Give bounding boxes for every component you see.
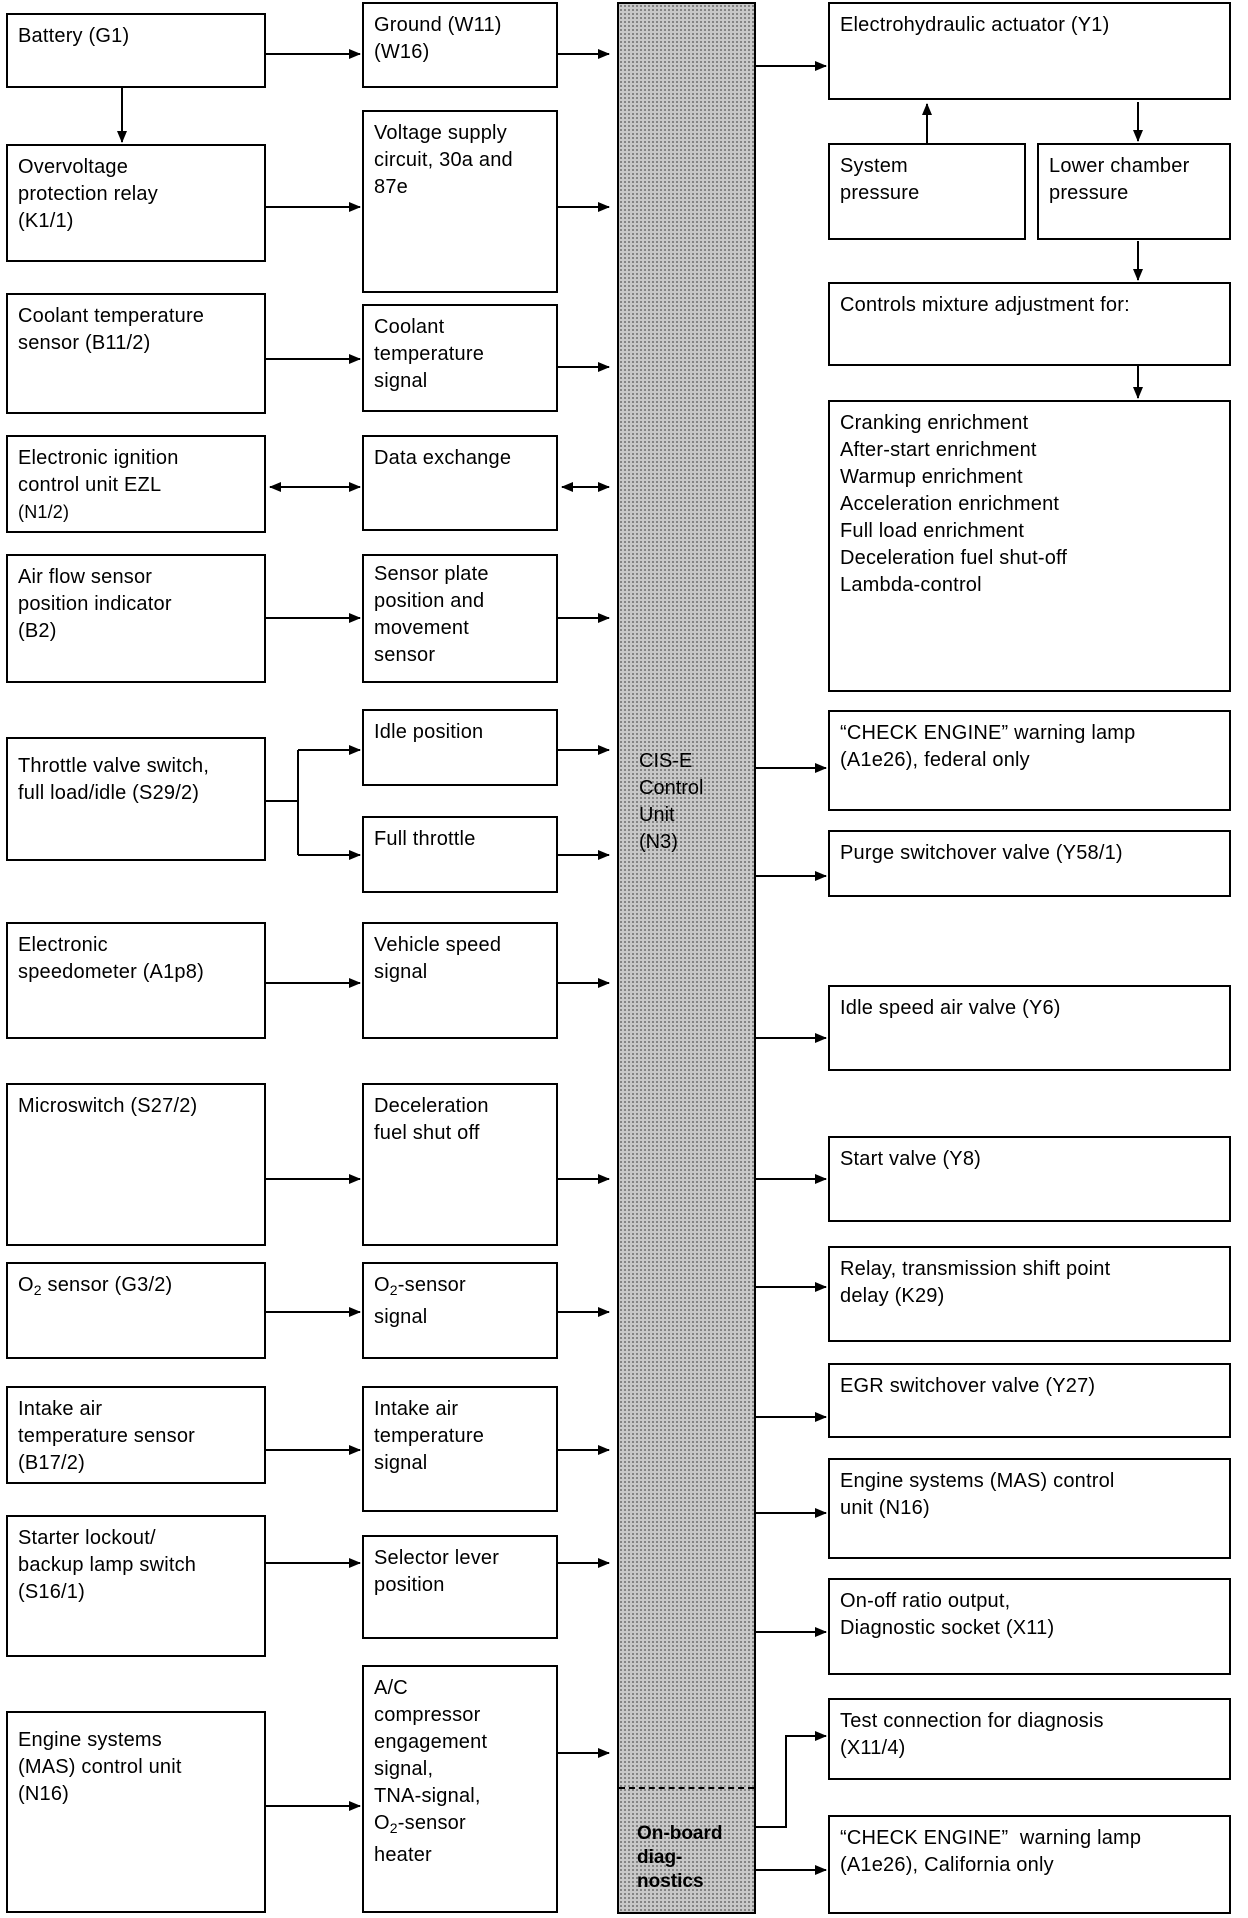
mas-output-box: Engine systems (MAS) control unit (N16) (828, 1458, 1231, 1559)
egr-valve-box: EGR switchover valve (Y27) (828, 1363, 1231, 1438)
check-engine-federal-box: “CHECK ENGINE” warning lamp (A1e26), federal only (828, 710, 1231, 811)
vehicle-speed-box: Vehicle speed signal (362, 922, 558, 1039)
ground-signal-box: Ground (W11) (W16) (362, 2, 558, 88)
intake-signal-box: Intake air temperature signal (362, 1386, 558, 1512)
control-unit-label: CIS-E Control Unit (N3) (639, 750, 704, 853)
coolant-signal-box: Coolant temperature signal (362, 304, 558, 412)
data-exchange-box: Data exchange (362, 435, 558, 531)
start-valve-box: Start valve (Y8) (828, 1136, 1231, 1222)
lower-chamber-box: Lower chamber pressure (1037, 143, 1231, 240)
cis-e-control-unit (617, 2, 756, 1914)
decel-shutoff-box: Deceleration fuel shut off (362, 1083, 558, 1246)
controls-mixture-box: Controls mixture adjustment for: (828, 282, 1231, 366)
check-engine-california-box: “CHECK ENGINE” warning lamp (A1e26), California only (828, 1815, 1231, 1914)
idle-position-box: Idle position (362, 709, 558, 786)
o2-sensor-box: $O_2$ sensor (G3/2) (6, 1262, 266, 1359)
full-throttle-box: Full throttle (362, 816, 558, 893)
actuator-box: Electrohydraulic actuator (Y1) (828, 2, 1231, 100)
enrichment-list-box: Cranking enrichment After-start enrichment Warmup enrichment Acceleration enrichment Full load enrichment Deceleration fuel shut-off Lambda-control (828, 400, 1231, 692)
throttle-switch-box: Throttle valve switch, full load/idle (S29/2) (6, 737, 266, 861)
speedometer-box: Electronic speedometer (A1p8) (6, 922, 266, 1039)
system-pressure-box: System pressure (828, 143, 1026, 240)
idle-air-valve-box: Idle speed air valve (Y6) (828, 985, 1231, 1071)
ac-signal-box: A/C compressor engagement signal, TNA-signal, $O_2$-sensor heater (362, 1665, 558, 1913)
battery-box: Battery (G1) (6, 13, 266, 88)
overvoltage-relay-box: Overvoltage protection relay (K1/1) (6, 144, 266, 262)
o2-signal-box: $O_2$-sensor signal (362, 1262, 558, 1359)
purge-valve-box: Purge switchover valve (Y58/1) (828, 830, 1231, 897)
test-connection-box: Test connection for diagnosis (X11/4) (828, 1698, 1231, 1780)
airflow-sensor-box: Air flow sensor position indicator (B2) (6, 554, 266, 683)
microswitch-box: Microswitch (S27/2) (6, 1083, 266, 1246)
obd-label: On-board diag- nostics (637, 1823, 723, 1892)
onoff-ratio-box: On-off ratio output, Diagnostic socket (X11) (828, 1578, 1231, 1675)
ignition-control-box: Electronic ignition control unit EZL (N1/2) (6, 435, 266, 533)
arrow-obd-to-test (756, 1736, 826, 1827)
intake-sensor-box: Intake air temperature sensor (B17/2) (6, 1386, 266, 1484)
mas-input-box: Engine systems (MAS) control unit (N16) (6, 1711, 266, 1913)
coolant-sensor-box: Coolant temperature sensor (B11/2) (6, 293, 266, 414)
sensor-plate-box: Sensor plate position and movement sensor (362, 554, 558, 683)
selector-lever-box: Selector lever position (362, 1535, 558, 1639)
obd-divider (619, 1787, 754, 1789)
voltage-supply-box: Voltage supply circuit, 30a and 87e (362, 110, 558, 293)
starter-switch-box: Starter lockout/ backup lamp switch (S16/1) (6, 1515, 266, 1657)
shift-relay-box: Relay, transmission shift point delay (K29) (828, 1246, 1231, 1342)
